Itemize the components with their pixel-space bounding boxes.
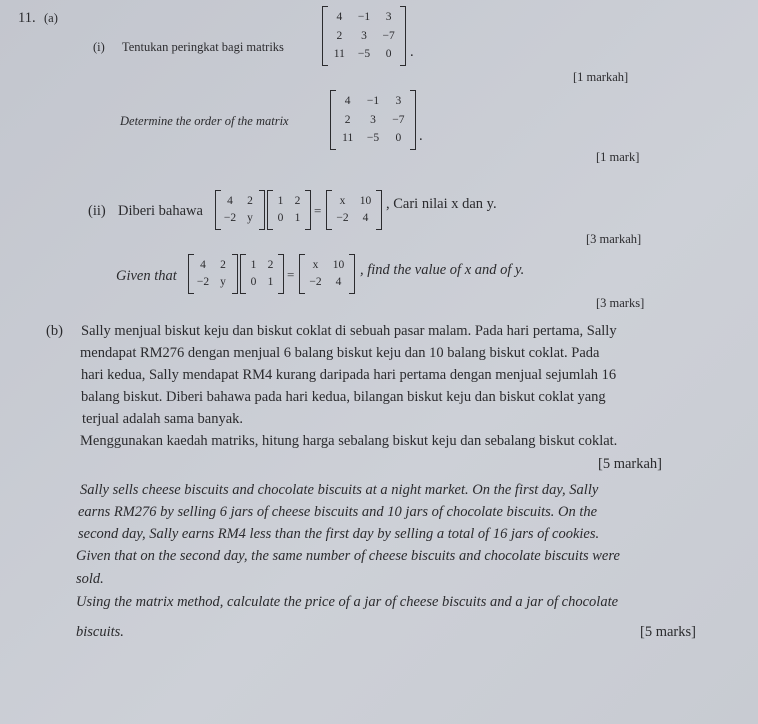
matrix-cell: −7 bbox=[382, 29, 395, 42]
matrix-order-english bbox=[330, 90, 416, 150]
matrix-c-english bbox=[299, 254, 355, 294]
bracket-corner bbox=[400, 6, 405, 7]
matrix-cell: 1 bbox=[267, 276, 274, 289]
matrix-cell: x bbox=[339, 194, 346, 207]
matrix-cell: 4 bbox=[362, 212, 369, 225]
matrix-c-malay bbox=[326, 190, 382, 230]
part-a-ii-malay-suffix: , Cari nilai x dan y. bbox=[386, 196, 497, 212]
part-a-ii-label: (ii) bbox=[88, 203, 106, 219]
part-b-malay-line: balang biskut. Diberi bahawa pada hari kedua, bilangan biskut keju dan biskut coklat yang bbox=[81, 389, 606, 405]
bracket-corner bbox=[278, 254, 283, 255]
part-b-english-line: Given that on the second day, the same number of cheese biscuits and chocolate biscuits were bbox=[76, 548, 620, 564]
equals-sign: = bbox=[287, 267, 295, 282]
bracket-corner bbox=[305, 190, 310, 191]
matrix-cell: −1 bbox=[357, 11, 371, 24]
matrix-cell: 3 bbox=[395, 95, 402, 108]
marks-a-ii-english: [3 marks] bbox=[596, 296, 645, 310]
bracket-corner bbox=[232, 254, 237, 255]
matrix-cell: y bbox=[247, 212, 253, 225]
matrix-cell: −2 bbox=[336, 212, 349, 225]
marks-b-malay: [5 markah] bbox=[598, 456, 663, 472]
part-a-label: (a) bbox=[44, 11, 58, 25]
matrix-cell: 2 bbox=[294, 194, 301, 207]
part-b-english-line: Sally sells cheese biscuits and chocolate biscuits at a night market. On the first day, Sally bbox=[80, 482, 599, 498]
matrix-cell: 4 bbox=[335, 276, 342, 289]
part-a-i-malay-text: Tentukan peringkat bagi matriks bbox=[122, 40, 284, 54]
matrix-cell: 0 bbox=[395, 131, 402, 144]
part-b-malay-line: terjual adalah sama banyak. bbox=[82, 411, 244, 427]
matrix-cell: y bbox=[220, 276, 226, 289]
part-b-label: (b) bbox=[46, 323, 63, 339]
bracket-corner bbox=[410, 90, 415, 91]
part-b-english-line: biscuits. bbox=[76, 624, 124, 640]
part-a-ii-english-suffix: , find the value of x and of y. bbox=[360, 262, 525, 278]
equals-sign: = bbox=[314, 203, 322, 218]
matrix-cell: 2 bbox=[344, 113, 351, 126]
marks-a-ii-malay: [3 markah] bbox=[586, 232, 642, 246]
matrix-cell: −5 bbox=[366, 131, 380, 144]
part-b-malay-line: Sally menjual biskut keju dan biskut coklat di sebuah pasar malam. Pada hari pertama, Sally bbox=[81, 323, 617, 339]
bracket-corner bbox=[349, 293, 354, 294]
matrix-a-malay bbox=[215, 190, 265, 230]
marks-a-i-english: [1 mark] bbox=[596, 150, 640, 164]
bracket-corner bbox=[232, 293, 237, 294]
part-b-malay-line: hari kedua, Sally mendapat RM4 kurang daripada hari pertama dengan menjual sejumlah 16 bbox=[81, 367, 617, 383]
part-b-malay-line: mendapat RM276 dengan menjual 6 balang biskut keju dan 10 balang biskut coklat. Pada bbox=[80, 345, 600, 361]
matrix-cell: 1 bbox=[294, 212, 301, 225]
matrix-cell: −2 bbox=[223, 212, 237, 225]
matrix-cell: 1 bbox=[277, 194, 284, 207]
matrix-cell: 2 bbox=[267, 258, 274, 271]
matrix-cell: 4 bbox=[336, 11, 343, 24]
exam-page: 11. (a) (i) Tentukan peringkat bagi matriks 4 −1 3 2 3 −7 11 −5 0 . [1 markah] Determine the order of the matrix 4 −1 3 2 3 −7 11 −5 0 . [1 mark] (ii) Diberi bahawa 4 2 −2 y 1 2 0 1 = x 10 −2 4 , Cari nilai x dan y. [3 markah] Given that 4 2 −2 y 1 2 0 1 = x 10 −2 4 , find the value of x and of y. [3 marks] (b) Sally menjual biskut keju dan biskut coklat di sebuah pasar malam. Pada hari pertama, Sally mendapat RM276 dengan menjual 6 balang biskut keju dan 10 balang biskut coklat. Pada hari kedua, Sally mendapat RM4 kurang daripada hari pertama dengan menjual sejumlah 16 balang biskut. Diberi bahawa pada hari kedua, bilangan biskut keju dan biskut coklat yang terjual adalah sama banyak. Menggunakan kaedah matriks, hitung harga sebalang biskut keju dan sebalang biskut coklat. [5 markah] Sally sells cheese biscuits and chocolate biscuits at a night market. On the first day, Sally earns RM276 by selling 6 jars of cheese biscuits and 10 jars of chocolate biscuits. On the second day, Sally earns RM4 less than the first day by selling a total of 16 jars of cookies. Given that on the second day, the same number of cheese biscuits and chocolate biscuits were sold. Using the matrix method, calculate the price of a jar of cheese biscuits and a jar of chocolate biscuits. [5 marks] bbox=[0, 0, 758, 724]
matrix-cell: 2 bbox=[336, 29, 343, 42]
matrix-cell: 3 bbox=[361, 29, 367, 42]
part-a-ii-english-prefix: Given that bbox=[116, 268, 177, 284]
matrix-cell: 2 bbox=[220, 258, 226, 271]
bracket-corner bbox=[376, 229, 381, 230]
part-b-malay-line: Menggunakan kaedah matriks, hitung harga sebalang biskut keju dan sebalang biskut coklat. bbox=[80, 433, 618, 449]
matrix-cell: 10 bbox=[359, 194, 372, 207]
bracket-corner bbox=[278, 293, 283, 294]
matrix-cell: −1 bbox=[366, 95, 380, 108]
part-b-english-line: second day, Sally earns RM4 less than the first day by selling a total of 16 jars of cookies. bbox=[78, 526, 600, 542]
bracket-corner bbox=[349, 254, 354, 255]
part-b-english-line: earns RM276 by selling 6 jars of cheese biscuits and 10 jars of chocolate biscuits. On the bbox=[78, 504, 598, 520]
matrix-cell: 0 bbox=[250, 276, 257, 289]
matrix-cell: 0 bbox=[277, 212, 284, 225]
question-number: 11. bbox=[18, 10, 36, 26]
part-b-english-line: sold. bbox=[76, 571, 104, 587]
bracket-corner bbox=[400, 65, 405, 66]
part-a-i-english-text: Determine the order of the matrix bbox=[120, 114, 289, 128]
bracket-corner bbox=[376, 190, 381, 191]
matrix-a-english bbox=[188, 254, 238, 294]
matrix-cell: 0 bbox=[385, 47, 392, 60]
bracket-corner bbox=[259, 190, 264, 191]
part-a-i-label: (i) bbox=[93, 40, 105, 54]
matrix-cell: −2 bbox=[309, 276, 322, 289]
matrix-b-malay bbox=[267, 190, 311, 230]
matrix-cell: −2 bbox=[196, 276, 210, 289]
bracket-corner bbox=[305, 229, 310, 230]
matrix-cell: x bbox=[312, 258, 319, 271]
matrix-cell: −7 bbox=[392, 113, 405, 126]
marks-b-english: [5 marks] bbox=[640, 624, 696, 640]
matrix-cell: 10 bbox=[332, 258, 345, 271]
bracket-corner bbox=[259, 229, 264, 230]
matrix-b-english bbox=[240, 254, 284, 294]
matrix-cell: 1 bbox=[250, 258, 257, 271]
matrix-cell: 3 bbox=[385, 11, 392, 24]
part-a-ii-malay-prefix: Diberi bahawa bbox=[118, 203, 203, 219]
matrix-cell: −5 bbox=[357, 47, 371, 60]
matrix-cell: 11 bbox=[342, 131, 354, 144]
matrix-cell: 4 bbox=[200, 258, 206, 271]
bracket-corner bbox=[410, 149, 415, 150]
matrix-cell: 3 bbox=[370, 113, 376, 126]
matrix-cell: 4 bbox=[227, 194, 233, 207]
matrix-cell: 2 bbox=[247, 194, 253, 207]
matrix-cell: 4 bbox=[344, 95, 351, 108]
matrix-cell: 11 bbox=[333, 47, 345, 60]
matrix-order-malay bbox=[322, 6, 406, 66]
marks-a-i-malay: [1 markah] bbox=[573, 70, 629, 84]
part-b-english-line: Using the matrix method, calculate the price of a jar of cheese biscuits and a jar of chocolate bbox=[76, 594, 619, 610]
